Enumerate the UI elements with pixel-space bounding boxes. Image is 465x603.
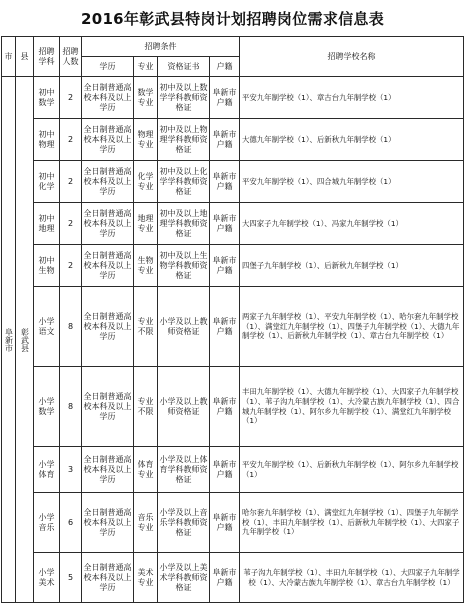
header-hukou: 户籍 [210,57,240,77]
table-row [2,161,464,203]
education-cell: 全日制普通高校本科及以上学历 [82,493,134,553]
subject-cell: 小学语文 [34,287,60,367]
count-cell: 2 [60,245,82,287]
major-cell: 数学专业 [134,77,158,119]
education-cell: 全日制普通高校本科及以上学历 [82,245,134,287]
certificate-cell: 初中及以上化学学科教师资格证 [158,161,210,203]
subject-cell: 小学数学 [34,367,60,447]
certificate-cell: 初中及以上物理学科教师资格证 [158,119,210,161]
schools-cell: 四堡子九年制学校（1）、后新秋九年制学校（1） [240,245,464,287]
subject-cell: 初中地理 [34,203,60,245]
table-row [2,367,464,447]
certificate-cell: 小学及以上美术学科教师资格证 [158,553,210,603]
schools-cell: 丰田九年制学校（1）、大德九年制学校（1）、大四家子九年制学校（1）、苇子沟九年制学校（1）、大冷蒙古族九年制学校（1）、四合城九年制学校（1）、阿尔乡九年制学校（1）、满堂红九年制学校（1） [240,367,464,447]
subject-cell: 小学音乐 [34,493,60,553]
schools-cell: 哈尔套九年制学校（1）、满堂红九年制学校（1）、四堡子九年制学校（1）、丰田九年制学校（1）、后新秋九年制学校（1）、大四家子九年制学校（1） [240,493,464,553]
hukou-cell: 阜新市户籍 [210,367,240,447]
hukou-cell: 阜新市户籍 [210,161,240,203]
schools-cell: 大德九年制学校（1）、后新秋九年制学校（1） [240,119,464,161]
education-cell: 全日制普通高校本科及以上学历 [82,287,134,367]
education-cell: 全日制普通高校本科及以上学历 [82,367,134,447]
education-cell: 全日制普通高校本科及以上学历 [82,553,134,603]
header-schools: 招聘学校名称 [240,37,464,77]
major-cell: 音乐专业 [134,493,158,553]
count-cell: 2 [60,161,82,203]
hukou-cell: 阜新市户籍 [210,553,240,603]
table-row [2,245,464,287]
county-cell [16,77,34,603]
education-cell: 全日制普通高校本科及以上学历 [82,447,134,493]
header-conditions: 招聘条件 [82,37,240,57]
major-cell: 美术专业 [134,553,158,603]
count-cell: 2 [60,77,82,119]
count-cell: 2 [60,119,82,161]
count-cell: 6 [60,493,82,553]
hukou-cell: 阜新市户籍 [210,77,240,119]
major-cell: 物理专业 [134,119,158,161]
schools-cell: 两家子九年制学校（1）、平安九年制学校（1）、哈尔套九年制学校（1）、满堂红九年制学校（1）、四堡子九年制学校（1）、大德九年制学校（1）、后新秋九年制学校（1）、章古台九年制学校（1） [240,287,464,367]
count-cell: 5 [60,553,82,603]
count-cell: 2 [60,203,82,245]
subject-cell: 初中数学 [34,77,60,119]
count-cell: 8 [60,367,82,447]
major-cell: 体育专业 [134,447,158,493]
city-value: 阜新市 [4,327,14,352]
header-count: 招聘人数 [60,37,82,77]
header-subject: 招聘学科 [34,37,60,77]
schools-cell: 大四家子九年制学校（1）、冯家九年制学校（1） [240,203,464,245]
header-row-1 [2,37,464,57]
major-cell: 专业不限 [134,287,158,367]
hukou-cell: 阜新市户籍 [210,447,240,493]
count-cell: 3 [60,447,82,493]
certificate-cell: 小学及以上体育学科教师资格证 [158,447,210,493]
subject-cell: 小学体育 [34,447,60,493]
subject-cell: 初中化学 [34,161,60,203]
hukou-cell: 阜新市户籍 [210,493,240,553]
city-cell [2,77,16,603]
table-row [2,203,464,245]
header-certificate: 资格证书 [158,57,210,77]
table-row [2,553,464,603]
recruitment-table [1,36,464,603]
header-major: 专业 [134,57,158,77]
major-cell: 专业不限 [134,367,158,447]
subject-cell: 初中物理 [34,119,60,161]
certificate-cell: 初中及以上生物学科教师资格证 [158,245,210,287]
certificate-cell: 初中及以上数学学科教师资格证 [158,77,210,119]
header-county: 县 [16,37,34,77]
count-cell: 8 [60,287,82,367]
schools-cell: 平安九年制学校（1）、后新秋九年制学校（1）、阿尔乡九年制学校（1） [240,447,464,493]
county-value: 彰武县 [20,327,30,352]
hukou-cell: 阜新市户籍 [210,119,240,161]
certificate-cell: 小学及以上教师资格证 [158,367,210,447]
education-cell: 全日制普通高校本科及以上学历 [82,77,134,119]
certificate-cell: 初中及以上地理学科教师资格证 [158,203,210,245]
table-row [2,493,464,553]
header-education: 学历 [82,57,134,77]
certificate-cell: 小学及以上音乐学科教师资格证 [158,493,210,553]
education-cell: 全日制普通高校本科及以上学历 [82,161,134,203]
education-cell: 全日制普通高校本科及以上学历 [82,119,134,161]
table-row [2,77,464,119]
table-row [2,287,464,367]
hukou-cell: 阜新市户籍 [210,245,240,287]
page-title: 2016年彰武县特岗计划招聘岗位需求信息表 [80,9,385,28]
table-row [2,447,464,493]
major-cell: 地理专业 [134,203,158,245]
subject-cell: 初中生物 [34,245,60,287]
certificate-cell: 小学及以上教师资格证 [158,287,210,367]
subject-cell: 小学美术 [34,553,60,603]
hukou-cell: 阜新市户籍 [210,203,240,245]
major-cell: 生物专业 [134,245,158,287]
schools-cell: 平安九年制学校（1）、章古台九年制学校（1） [240,77,464,119]
major-cell: 化学专业 [134,161,158,203]
schools-cell: 苇子沟九年制学校（1）、丰田九年制学校（1）、大四家子九年制学校（1）、大冷蒙古族九年制学校（1）、章古台九年制学校（1） [240,553,464,603]
hukou-cell: 阜新市户籍 [210,287,240,367]
schools-cell: 平安九年制学校（1）、四合城九年制学校（1） [240,161,464,203]
header-city: 市 [2,37,16,77]
education-cell: 全日制普通高校本科及以上学历 [82,203,134,245]
table-row [2,119,464,161]
